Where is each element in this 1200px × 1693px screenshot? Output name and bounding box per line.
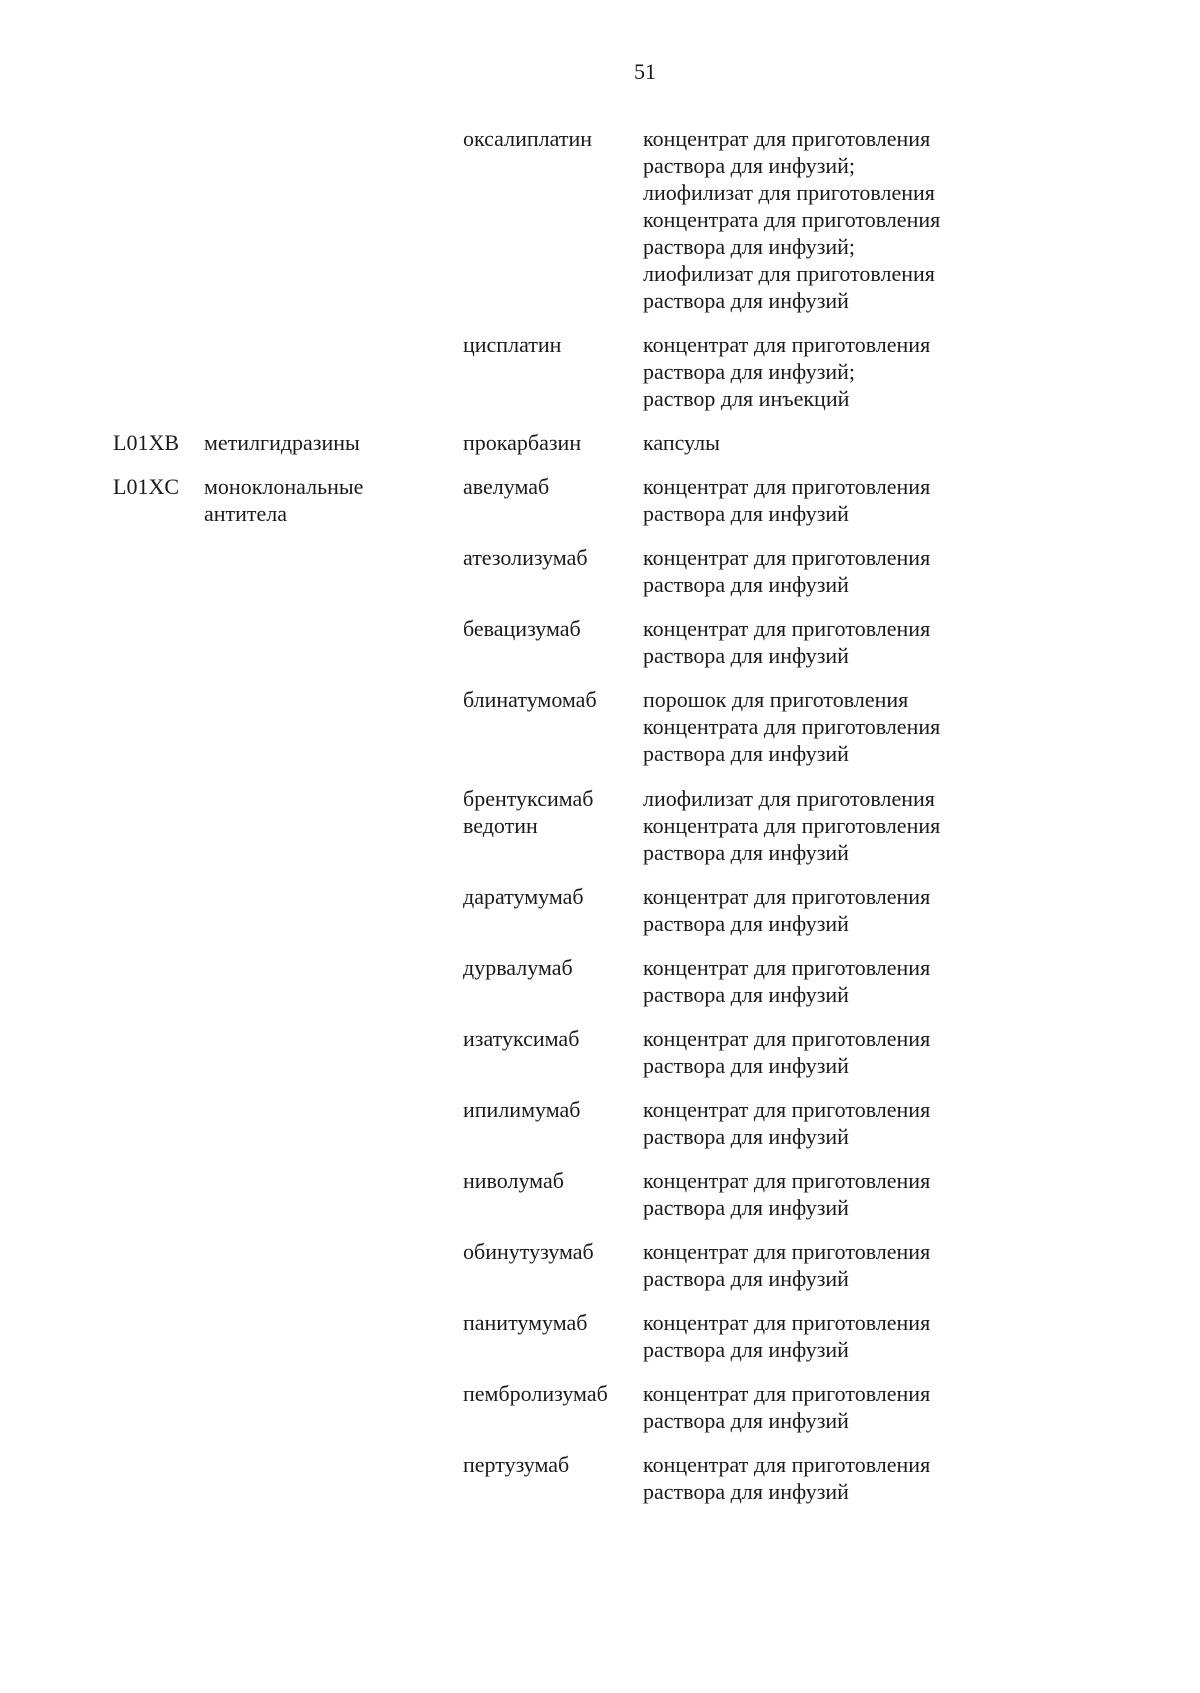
- dosage-forms-line: раствора для инфузий: [643, 1195, 849, 1220]
- dosage-forms-line: концентрат для приготовления: [643, 1310, 931, 1335]
- atc-group: [204, 429, 463, 456]
- dosage-forms-line: лиофилизат для приготовления: [643, 180, 935, 205]
- drug-name: [463, 125, 643, 152]
- dosage-forms-line: раствора для инфузий;: [643, 153, 856, 178]
- table-row: [113, 1380, 1113, 1434]
- drug-name-line: пертузумаб: [463, 1452, 570, 1477]
- table-row: [113, 883, 1113, 937]
- drug-name-line: цисплатин: [463, 332, 562, 357]
- dosage-forms-line: раствора для инфузий: [643, 1408, 849, 1433]
- dosage-forms: [643, 1451, 983, 1505]
- dosage-forms: [643, 544, 983, 598]
- dosage-forms-line: раствора для инфузий: [643, 1337, 849, 1362]
- dosage-forms-line: концентрат для приготовления: [643, 474, 931, 499]
- dosage-forms: [643, 1309, 983, 1363]
- drug-name-line: изатуксимаб: [463, 1026, 580, 1051]
- drug-name-line: обинутузумаб: [463, 1239, 594, 1264]
- drug-name: [463, 331, 643, 358]
- dosage-forms-line: концентрат для приготовления: [643, 1026, 931, 1051]
- drug-name: [463, 544, 643, 571]
- dosage-forms: [643, 1380, 983, 1434]
- table-row: [113, 544, 1113, 598]
- dosage-forms-line: раствора для инфузий: [643, 982, 849, 1007]
- table-row: [113, 429, 1113, 456]
- drug-name-line: прокарбазин: [463, 430, 582, 455]
- drug-name-line: панитумумаб: [463, 1310, 588, 1335]
- table-row: [113, 125, 1113, 314]
- dosage-forms-line: раствора для инфузий: [643, 741, 849, 766]
- dosage-forms-line: раствора для инфузий: [643, 643, 849, 668]
- dosage-forms: [643, 883, 983, 937]
- atc-code-text: L01XB: [113, 430, 179, 455]
- drug-name-line: брентуксимаб: [463, 786, 594, 811]
- dosage-forms-line: концентрат для приготовления: [643, 1168, 931, 1193]
- drug-name: [463, 883, 643, 910]
- table-row: [113, 331, 1113, 412]
- drug-name-line: ведотин: [463, 813, 538, 838]
- dosage-forms-line: раствора для инфузий: [643, 1053, 849, 1078]
- atc-group-line: моноклональные: [204, 474, 364, 499]
- drug-name-line: пембролизумаб: [463, 1381, 608, 1406]
- drug-name: [463, 785, 643, 839]
- drug-name: [463, 473, 643, 500]
- dosage-forms-line: концентрат для приготовления: [643, 884, 931, 909]
- dosage-forms: [643, 1238, 983, 1292]
- dosage-forms: [643, 331, 983, 412]
- drug-name-line: дурвалумаб: [463, 955, 573, 980]
- dosage-forms-line: концентрат для приготовления: [643, 332, 931, 357]
- atc-code: [113, 473, 204, 500]
- table-row: [113, 954, 1113, 1008]
- dosage-forms: [643, 785, 983, 866]
- dosage-forms-line: концентрат для приготовления: [643, 1381, 931, 1406]
- dosage-forms: [643, 429, 983, 456]
- dosage-forms: [643, 1167, 983, 1221]
- dosage-forms: [643, 615, 983, 669]
- atc-code: [113, 429, 204, 456]
- dosage-forms-line: концентрата для приготовления: [643, 813, 941, 838]
- drug-name-line: авелумаб: [463, 474, 550, 499]
- drug-name-line: ниволумаб: [463, 1168, 564, 1193]
- drug-table: [113, 125, 1113, 1505]
- dosage-forms-line: раствора для инфузий;: [643, 234, 856, 259]
- dosage-forms: [643, 1025, 983, 1079]
- dosage-forms-line: концентрат для приготовления: [643, 1239, 931, 1264]
- atc-group-line: антитела: [204, 501, 288, 526]
- dosage-forms-line: капсулы: [643, 430, 720, 455]
- table-row: [113, 1025, 1113, 1079]
- drug-name-line: ипилимумаб: [463, 1097, 581, 1122]
- dosage-forms-line: концентрат для приготовления: [643, 616, 931, 641]
- drug-name: [463, 686, 643, 713]
- table-row: [113, 1309, 1113, 1363]
- table-row: [113, 1096, 1113, 1150]
- page-number: 51: [634, 59, 656, 84]
- drug-name: [463, 1309, 643, 1336]
- dosage-forms: [643, 125, 983, 314]
- atc-group: [204, 473, 463, 527]
- atc-group-line: метилгидразины: [204, 430, 360, 455]
- dosage-forms-line: раствора для инфузий: [643, 1479, 849, 1504]
- table-row: [113, 615, 1113, 669]
- dosage-forms-line: лиофилизат для приготовления: [643, 786, 935, 811]
- drug-name-line: блинатумомаб: [463, 687, 597, 712]
- dosage-forms-line: раствора для инфузий;: [643, 359, 856, 384]
- dosage-forms-line: концентрат для приготовления: [643, 545, 931, 570]
- table-row: [113, 785, 1113, 866]
- dosage-forms-line: раствора для инфузий: [643, 1124, 849, 1149]
- drug-name: [463, 954, 643, 981]
- dosage-forms-line: концентрата для приготовления: [643, 207, 941, 232]
- dosage-forms: [643, 954, 983, 1008]
- dosage-forms-line: концентрат для приготовления: [643, 126, 931, 151]
- drug-name: [463, 1025, 643, 1052]
- table-row: [113, 1238, 1113, 1292]
- table-row: [113, 1451, 1113, 1505]
- atc-code-text: L01XC: [113, 474, 179, 499]
- dosage-forms-line: раствора для инфузий: [643, 572, 849, 597]
- dosage-forms-line: концентрат для приготовления: [643, 1452, 931, 1477]
- table-row: [113, 1167, 1113, 1221]
- dosage-forms-line: раствора для инфузий: [643, 1266, 849, 1291]
- table-row: [113, 473, 1113, 527]
- dosage-forms-line: лиофилизат для приготовления: [643, 261, 935, 286]
- drug-name-line: атезолизумаб: [463, 545, 588, 570]
- dosage-forms-line: концентрата для приготовления: [643, 714, 941, 739]
- drug-name: [463, 1096, 643, 1123]
- drug-name: [463, 1238, 643, 1265]
- drug-name: [463, 1167, 643, 1194]
- dosage-forms-line: раствора для инфузий: [643, 911, 849, 936]
- dosage-forms-line: раствора для инфузий: [643, 840, 849, 865]
- dosage-forms-line: концентрат для приготовления: [643, 955, 931, 980]
- drug-name: [463, 1380, 643, 1407]
- dosage-forms-line: раствора для инфузий: [643, 501, 849, 526]
- drug-name-line: даратумумаб: [463, 884, 584, 909]
- dosage-forms-line: порошок для приготовления: [643, 687, 909, 712]
- dosage-forms-line: раствора для инфузий: [643, 288, 849, 313]
- drug-name: [463, 1451, 643, 1478]
- dosage-forms-line: концентрат для приготовления: [643, 1097, 931, 1122]
- dosage-forms: [643, 686, 983, 767]
- dosage-forms-line: раствор для инъекций: [643, 386, 850, 411]
- dosage-forms: [643, 1096, 983, 1150]
- drug-name-line: оксалиплатин: [463, 126, 592, 151]
- drug-name: [463, 429, 643, 456]
- dosage-forms: [643, 473, 983, 527]
- table-row: [113, 686, 1113, 767]
- drug-name: [463, 615, 643, 642]
- drug-name-line: бевацизумаб: [463, 616, 581, 641]
